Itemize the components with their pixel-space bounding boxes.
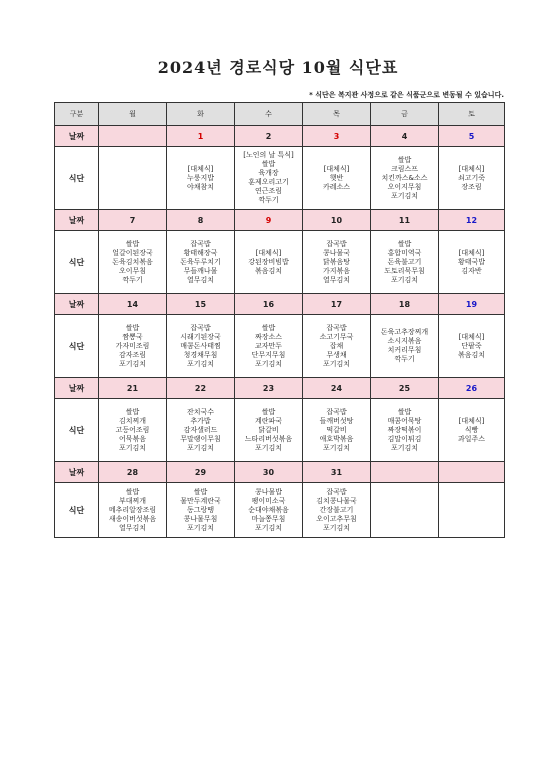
menu-item: 도토리묵무침: [384, 266, 425, 275]
menu-item: 열무김치: [186, 275, 215, 284]
menu-item: 떡갈비: [326, 425, 347, 434]
menu-item: 야채참치: [186, 182, 215, 191]
menu-item: 소시지볶음: [387, 337, 422, 345]
menu-item: 포기김치: [186, 359, 215, 368]
menu-item: 장조림: [461, 182, 482, 191]
menu-item: 깍두기: [394, 355, 415, 363]
date-cell: 29: [167, 462, 235, 483]
date-cell: 8: [167, 210, 235, 231]
date-cell: 26: [439, 378, 505, 399]
menu-item: 쌀밥: [397, 407, 412, 416]
menu-item: 치커리무침: [387, 346, 422, 354]
menu-item: 김자반: [461, 266, 482, 275]
menu-cell: [99, 231, 167, 294]
menu-item: 열무김치: [322, 275, 351, 284]
menu-item: 돈육두루치기: [180, 257, 221, 266]
menu-item: 간장불고기: [319, 505, 354, 514]
header-friday: 금: [371, 103, 439, 126]
menu-item: 포기김치: [322, 523, 351, 532]
header-saturday: 토: [439, 103, 505, 126]
menu-cell: [439, 399, 505, 462]
header-tuesday: 화: [167, 103, 235, 126]
menu-cell: [99, 483, 167, 538]
menu-cell: [235, 483, 303, 538]
menu-item: 매콤어묵탕: [387, 416, 422, 425]
menu-item: 포기김치: [254, 443, 283, 452]
menu-cell: [235, 147, 303, 210]
date-cell: 31: [303, 462, 371, 483]
menu-cell: [303, 315, 371, 378]
menu-cell: [439, 483, 505, 538]
date-label: 날짜: [55, 126, 99, 147]
menu-item: 청경채무침: [183, 350, 218, 359]
date-cell: 17: [303, 294, 371, 315]
date-row: [55, 210, 505, 231]
menu-item: 돈육불고기: [387, 257, 422, 266]
menu-item: 무생채: [326, 350, 347, 359]
menu-item: 깍두기: [258, 196, 279, 204]
menu-item: 잡곡밥: [326, 239, 347, 248]
date-row: [55, 126, 505, 147]
menu-item: 시래기된장국: [180, 332, 221, 341]
menu-item: 볶음김치: [457, 350, 486, 359]
menu-cell: [371, 399, 439, 462]
menu-item: 감자샐러드: [183, 425, 218, 434]
date-cell: [439, 462, 505, 483]
date-cell: 11: [371, 210, 439, 231]
date-cell: 25: [371, 378, 439, 399]
date-cell: 1: [167, 126, 235, 147]
date-label: 날짜: [55, 378, 99, 399]
menu-table: [54, 102, 505, 538]
menu-item: 누룽지밥: [186, 173, 215, 182]
menu-item: 포기김치: [390, 275, 419, 284]
menu-item: 추가밥: [190, 416, 211, 425]
menu-cell: [371, 147, 439, 210]
menu-item: 포기김치: [118, 443, 147, 452]
menu-item: 교자만두: [254, 341, 283, 350]
menu-item: 메추리알장조림: [108, 505, 157, 514]
date-cell: 22: [167, 378, 235, 399]
date-cell: 4: [371, 126, 439, 147]
menu-label: 식단: [55, 483, 99, 538]
notice-text: * 식단은 복지관 사정으로 같은 식품군으로 변동될 수 있습니다.: [309, 91, 504, 99]
menu-item: 홍합미역국: [387, 248, 422, 257]
menu-row: [55, 399, 505, 462]
date-cell: 7: [99, 210, 167, 231]
menu-cell: [303, 399, 371, 462]
menu-label: 식단: [55, 231, 99, 294]
menu-cell: [303, 483, 371, 538]
menu-item: 가지볶음: [322, 266, 351, 275]
menu-cell: [235, 231, 303, 294]
menu-item: 포기김치: [322, 359, 351, 368]
menu-item: [대체식]: [458, 248, 485, 257]
header-thursday: 목: [303, 103, 371, 126]
menu-cell: [439, 147, 505, 210]
date-cell: 5: [439, 126, 505, 147]
menu-item: 햇반: [329, 173, 344, 182]
menu-item: 팽이미소국: [251, 496, 286, 505]
date-cell: 10: [303, 210, 371, 231]
menu-label: 식단: [55, 315, 99, 378]
header-category: 구분: [55, 103, 99, 126]
page-title: 2024년 경로식당 10월 식단표: [157, 58, 399, 77]
menu-item: 과일주스: [457, 434, 486, 443]
menu-item: [노인의 날 특식]: [243, 151, 294, 159]
menu-cell: [371, 231, 439, 294]
date-cell: [99, 126, 167, 147]
menu-cell: [99, 147, 167, 210]
date-cell: 23: [235, 378, 303, 399]
menu-item: 오이무침: [118, 266, 147, 275]
menu-item: 쌀밥: [125, 407, 140, 416]
menu-item: [대체식]: [458, 416, 485, 425]
date-cell: 18: [371, 294, 439, 315]
menu-row: [55, 147, 505, 210]
date-row: [55, 378, 505, 399]
menu-item: 볶음김치: [254, 266, 283, 275]
date-cell: 21: [99, 378, 167, 399]
menu-item: 육개장: [258, 169, 279, 177]
menu-item: 쌀밥: [261, 323, 276, 332]
menu-item: [대체식]: [255, 248, 282, 257]
menu-item: 잔치국수: [186, 407, 215, 416]
menu-cell: [167, 315, 235, 378]
menu-item: 감자조림: [118, 350, 147, 359]
menu-cell: [371, 315, 439, 378]
menu-item: 포기김치: [390, 443, 419, 452]
menu-item: 콩나물국: [322, 248, 351, 257]
menu-item: 잡곡밥: [190, 239, 211, 248]
menu-item: 깍두기: [122, 275, 143, 284]
menu-item: 들깨버섯탕: [319, 416, 354, 425]
date-cell: 2: [235, 126, 303, 147]
menu-cell: [303, 147, 371, 210]
menu-item: 매콤돈사태찜: [180, 341, 221, 350]
menu-item: 단팥죽: [461, 341, 482, 350]
menu-cell: [235, 315, 303, 378]
menu-item: [대체식]: [323, 164, 350, 173]
menu-item: 쌀밥: [125, 323, 140, 332]
menu-cell: [167, 399, 235, 462]
menu-item: 얼갈이된장국: [112, 248, 153, 257]
header-wednesday: 수: [235, 103, 303, 126]
menu-label: 식단: [55, 147, 99, 210]
menu-item: 잡곡밥: [190, 323, 211, 332]
menu-item: 김치찌개: [118, 416, 147, 425]
menu-item: 쌀밥: [261, 407, 276, 416]
menu-item: 포기김치: [186, 443, 215, 452]
menu-item: 가자미조림: [115, 341, 150, 350]
date-cell: 19: [439, 294, 505, 315]
menu-item: [대체식]: [458, 164, 485, 173]
menu-item: [대체식]: [458, 332, 485, 341]
menu-item: 쇠고기죽: [457, 173, 486, 182]
menu-item: 쌀밥: [125, 487, 140, 496]
menu-item: 잡곡밥: [326, 487, 347, 496]
date-cell: 9: [235, 210, 303, 231]
menu-item: 쌀밥: [193, 487, 208, 496]
menu-cell: [235, 399, 303, 462]
menu-item: 쌀밥: [261, 160, 276, 168]
date-cell: 14: [99, 294, 167, 315]
menu-cell: [371, 483, 439, 538]
menu-item: 고등어조림: [115, 425, 150, 434]
menu-item: [대체식]: [187, 164, 214, 173]
menu-item: 무말랭이무침: [180, 434, 221, 443]
date-label: 날짜: [55, 462, 99, 483]
menu-item: 콩나물밥: [254, 487, 283, 496]
menu-item: 부대찌개: [118, 496, 147, 505]
date-cell: 28: [99, 462, 167, 483]
menu-item: 소고기무국: [319, 332, 354, 341]
menu-row: [55, 231, 505, 294]
menu-item: 애호박볶음: [319, 434, 354, 443]
date-cell: [371, 462, 439, 483]
menu-item: 느타리버섯볶음: [244, 434, 293, 443]
menu-cell: [99, 399, 167, 462]
menu-item: 치킨까스&소스: [381, 173, 428, 182]
date-cell: 30: [235, 462, 303, 483]
header-row: [55, 103, 505, 126]
menu-item: 닭갈비: [258, 425, 279, 434]
menu-item: 쌀밥: [125, 239, 140, 248]
menu-item: 쌀밥: [397, 239, 412, 248]
menu-item: 식빵: [464, 425, 479, 434]
menu-item: 카레소스: [322, 182, 351, 191]
menu-cell: [439, 231, 505, 294]
menu-item: 포기김치: [186, 523, 215, 532]
menu-item: 열무김치: [118, 523, 147, 532]
menu-item: 포기김치: [390, 191, 419, 200]
date-cell: 3: [303, 126, 371, 147]
menu-item: 포기김치: [254, 359, 283, 368]
menu-item: 쌀밥: [397, 155, 412, 164]
menu-item: 마늘쫑무침: [251, 514, 286, 523]
menu-cell: [167, 483, 235, 538]
menu-item: 단무지무침: [251, 350, 286, 359]
date-cell: 16: [235, 294, 303, 315]
menu-item: 짜장떡볶이: [387, 425, 422, 434]
date-cell: 15: [167, 294, 235, 315]
menu-item: 강된장비빔밥: [248, 257, 289, 266]
date-label: 날짜: [55, 294, 99, 315]
menu-item: 짬뽕국: [122, 332, 143, 341]
menu-item: 포기김치: [118, 359, 147, 368]
menu-cell: [439, 315, 505, 378]
menu-cell: [99, 315, 167, 378]
menu-item: 무들깨나물: [183, 266, 218, 275]
menu-cell: [303, 231, 371, 294]
menu-cell: [167, 231, 235, 294]
menu-row: [55, 483, 505, 538]
menu-item: 닭볶음탕: [322, 257, 351, 266]
menu-item: 오이지무침: [387, 182, 422, 191]
menu-item: 황태해장국: [183, 248, 218, 257]
date-row: [55, 294, 505, 315]
menu-item: 김치콩나물국: [316, 496, 357, 505]
menu-item: 계란파국: [254, 416, 283, 425]
menu-item: 순대야채볶음: [248, 505, 289, 514]
menu-item: 물만두계란국: [180, 496, 221, 505]
menu-item: 김말이튀김: [387, 434, 422, 443]
date-cell: 12: [439, 210, 505, 231]
menu-item: 오이고추무침: [316, 514, 357, 523]
menu-cell: [167, 147, 235, 210]
date-cell: 24: [303, 378, 371, 399]
menu-item: 잡곡밥: [326, 323, 347, 332]
menu-item: 잡곡밥: [326, 407, 347, 416]
menu-item: 포기김치: [322, 443, 351, 452]
menu-item: 동그랑땡: [186, 505, 215, 514]
menu-item: 황태국밥: [457, 257, 486, 266]
menu-item: 연근조림: [254, 187, 283, 195]
menu-row: [55, 315, 505, 378]
date-row: [55, 462, 505, 483]
menu-item: 돈육고추장찌개: [380, 328, 429, 336]
menu-item: 돈육김치볶음: [112, 257, 153, 266]
date-label: 날짜: [55, 210, 99, 231]
menu-item: 훈제오리고기: [248, 178, 289, 186]
menu-item: 콩나물무침: [183, 514, 218, 523]
menu-item: 포기김치: [254, 523, 283, 532]
menu-item: 크림스프: [390, 164, 419, 173]
menu-item: 어묵볶음: [118, 434, 147, 443]
menu-label: 식단: [55, 399, 99, 462]
menu-item: 잡채: [329, 341, 344, 350]
header-monday: 월: [99, 103, 167, 126]
menu-item: 짜장소스: [254, 332, 283, 341]
menu-item: 새송이버섯볶음: [108, 514, 157, 523]
